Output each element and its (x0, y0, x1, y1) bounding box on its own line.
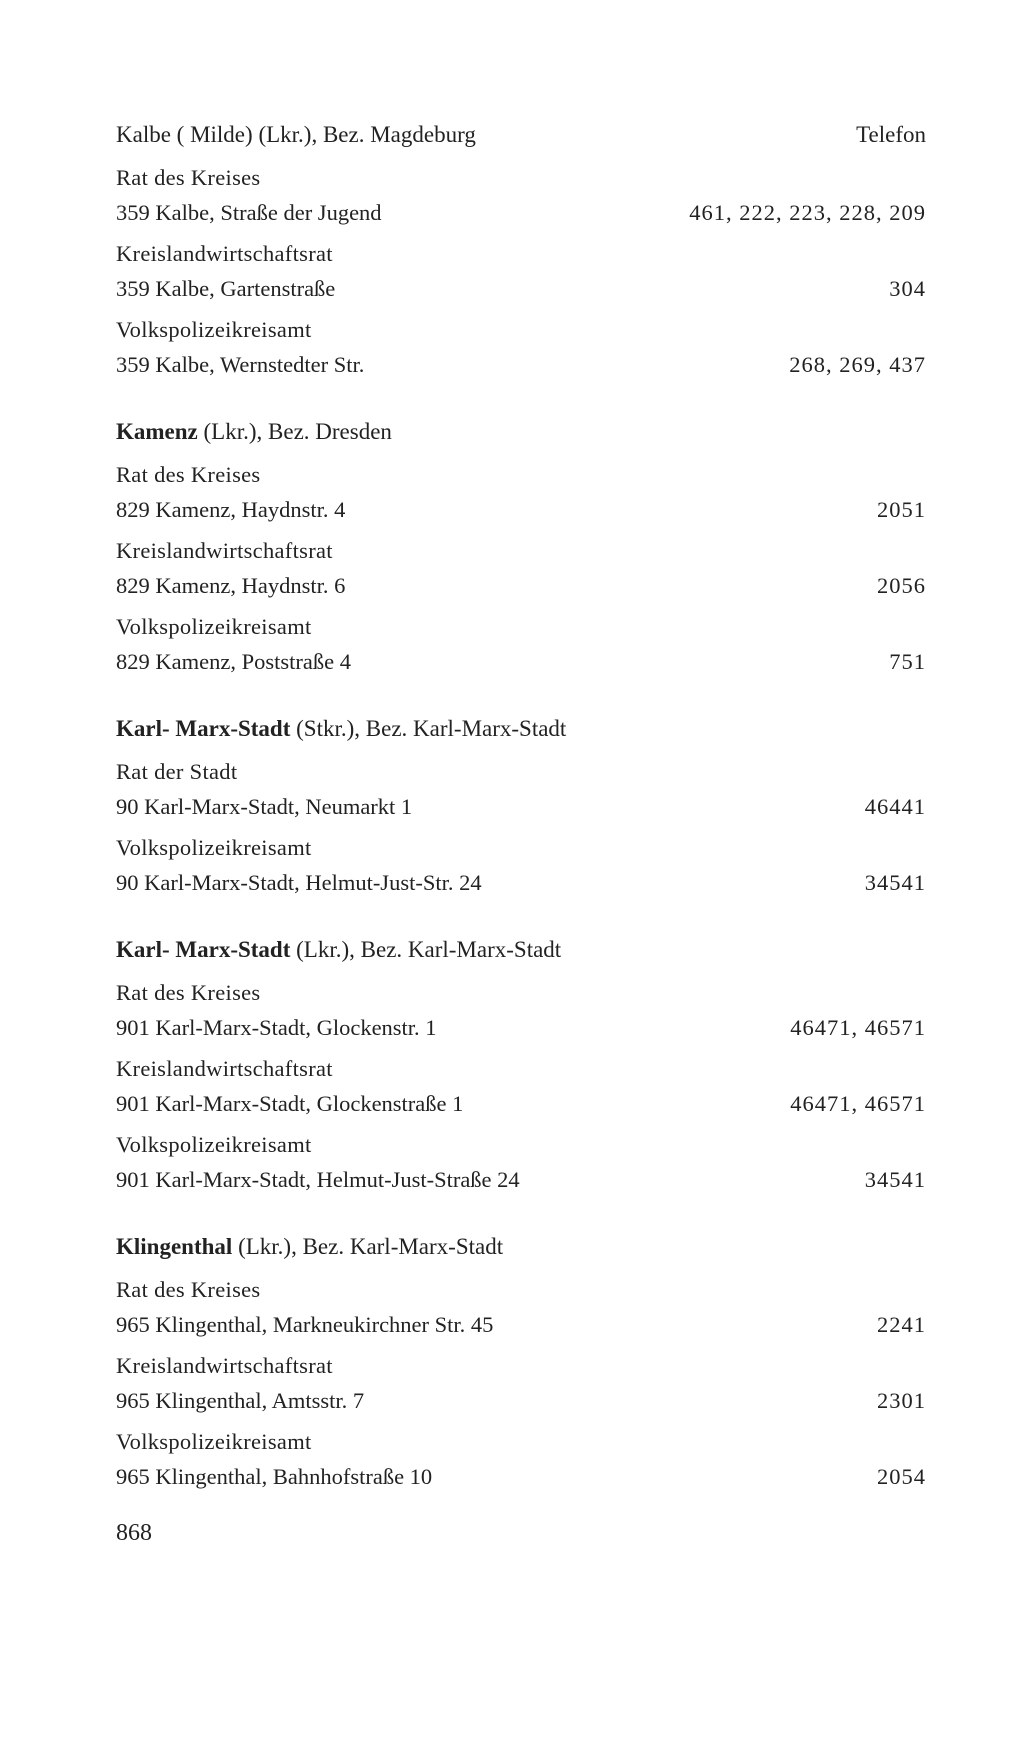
office-type: Volkspolizeikreisamt (116, 1429, 312, 1454)
office-type: Rat der Stadt (116, 759, 238, 784)
section-karl-marx-stadt-lkr (116, 933, 926, 1197)
office-type: Volkspolizeikreisamt (116, 1132, 312, 1157)
office-entry (116, 1424, 926, 1494)
section-klingenthal (116, 1230, 926, 1494)
section-suffix: (Lkr.), Bez. Karl-Marx-Stadt (290, 937, 562, 962)
office-address: 901 Karl-Marx-Stadt, Helmut-Just-Straße 24 (116, 1167, 520, 1192)
office-type: Kreislandwirtschaftsrat (116, 1353, 333, 1378)
office-address: 359 Kalbe, Wernstedter Str. (116, 352, 365, 377)
office-entry (116, 457, 926, 527)
office-line (116, 271, 926, 306)
office-phone: 46471, 46571 (790, 1015, 926, 1040)
section-name: Klingenthal (116, 1234, 233, 1259)
section-suffix: (Lkr.), Bez. Magdeburg (252, 122, 476, 147)
office-entry (116, 1272, 926, 1342)
office-type: Volkspolizeikreisamt (116, 317, 312, 342)
office-line (116, 1383, 926, 1418)
office-line (116, 1307, 926, 1342)
office-type: Rat des Kreises (116, 1277, 261, 1302)
office-entry (116, 1051, 926, 1121)
office-phone: 2056 (877, 573, 926, 598)
office-entry (116, 975, 926, 1045)
office-address: 359 Kalbe, Straße der Jugend (116, 200, 382, 225)
office-line (116, 492, 926, 527)
section-name: Karl- Marx-Stadt (116, 937, 291, 962)
section-title (116, 712, 926, 746)
office-type: Volkspolizeikreisamt (116, 835, 312, 860)
office-entry (116, 312, 926, 382)
phone-column-label: Telefon (856, 122, 926, 147)
office-phone: 34541 (864, 870, 926, 895)
office-phone: 34541 (864, 1167, 926, 1192)
office-address: 965 Klingenthal, Amtsstr. 7 (116, 1388, 365, 1413)
office-type: Rat des Kreises (116, 980, 261, 1005)
office-phone: 751 (889, 649, 926, 674)
office-address: 829 Kamenz, Haydnstr. 4 (116, 497, 346, 522)
office-line (116, 1162, 926, 1197)
office-line (116, 1010, 926, 1045)
office-entry (116, 609, 926, 679)
office-address: 90 Karl-Marx-Stadt, Neumarkt 1 (116, 794, 413, 819)
office-entry (116, 830, 926, 900)
section-title (116, 1230, 926, 1264)
office-address: 90 Karl-Marx-Stadt, Helmut-Just-Str. 24 (116, 870, 482, 895)
office-type: Volkspolizeikreisamt (116, 614, 312, 639)
section-kamenz (116, 415, 926, 679)
office-address: 359 Kalbe, Gartenstraße (116, 276, 336, 301)
directory-page (116, 118, 926, 1527)
office-type: Kreislandwirtschaftsrat (116, 538, 333, 563)
section-title (116, 933, 926, 967)
office-line (116, 865, 926, 900)
office-line (116, 347, 926, 382)
office-type: Kreislandwirtschaftsrat (116, 241, 333, 266)
office-line (116, 644, 926, 679)
office-entry (116, 1348, 926, 1418)
office-line (116, 568, 926, 603)
section-name: Karl- Marx-Stadt (116, 716, 291, 741)
office-phone: 2054 (877, 1464, 926, 1489)
section-karl-marx-stadt-stkr (116, 712, 926, 900)
section-title (116, 118, 476, 152)
office-entry (116, 754, 926, 824)
office-phone: 461, 222, 223, 228, 209 (689, 200, 926, 225)
office-phone: 46441 (864, 794, 926, 819)
office-line (116, 789, 926, 824)
office-line (116, 1086, 926, 1121)
section-suffix: (Stkr.), Bez. Karl-Marx-Stadt (290, 716, 567, 741)
office-phone: 2301 (877, 1388, 926, 1413)
office-line (116, 195, 926, 230)
office-address: 901 Karl-Marx-Stadt, Glockenstraße 1 (116, 1091, 464, 1116)
section-name: Kalbe ( Milde) (116, 122, 253, 147)
office-line (116, 1459, 926, 1494)
section-suffix: (Lkr.), Bez. Dresden (197, 419, 392, 444)
office-phone: 46471, 46571 (790, 1091, 926, 1116)
section-title (116, 415, 926, 449)
office-entry (116, 533, 926, 603)
office-phone: 2051 (877, 497, 926, 522)
page-number: 868 (116, 1520, 152, 1546)
section-kalbe (116, 118, 926, 382)
office-phone: 2241 (877, 1312, 926, 1337)
office-phone: 268, 269, 437 (789, 352, 926, 377)
office-address: 965 Klingenthal, Markneukirchner Str. 45 (116, 1312, 494, 1337)
office-address: 901 Karl-Marx-Stadt, Glockenstr. 1 (116, 1015, 437, 1040)
office-address: 829 Kamenz, Poststraße 4 (116, 649, 351, 674)
office-entry (116, 1127, 926, 1197)
office-type: Rat des Kreises (116, 462, 261, 487)
office-address: 829 Kamenz, Haydnstr. 6 (116, 573, 346, 598)
office-entry (116, 160, 926, 230)
office-address: 965 Klingenthal, Bahnhofstraße 10 (116, 1464, 433, 1489)
office-type: Rat des Kreises (116, 165, 261, 190)
section-name: Kamenz (116, 419, 198, 444)
section-suffix: (Lkr.), Bez. Karl-Marx-Stadt (232, 1234, 504, 1259)
office-phone: 304 (889, 276, 926, 301)
section-header-row (116, 118, 926, 152)
office-type: Kreislandwirtschaftsrat (116, 1056, 333, 1081)
office-entry (116, 236, 926, 306)
